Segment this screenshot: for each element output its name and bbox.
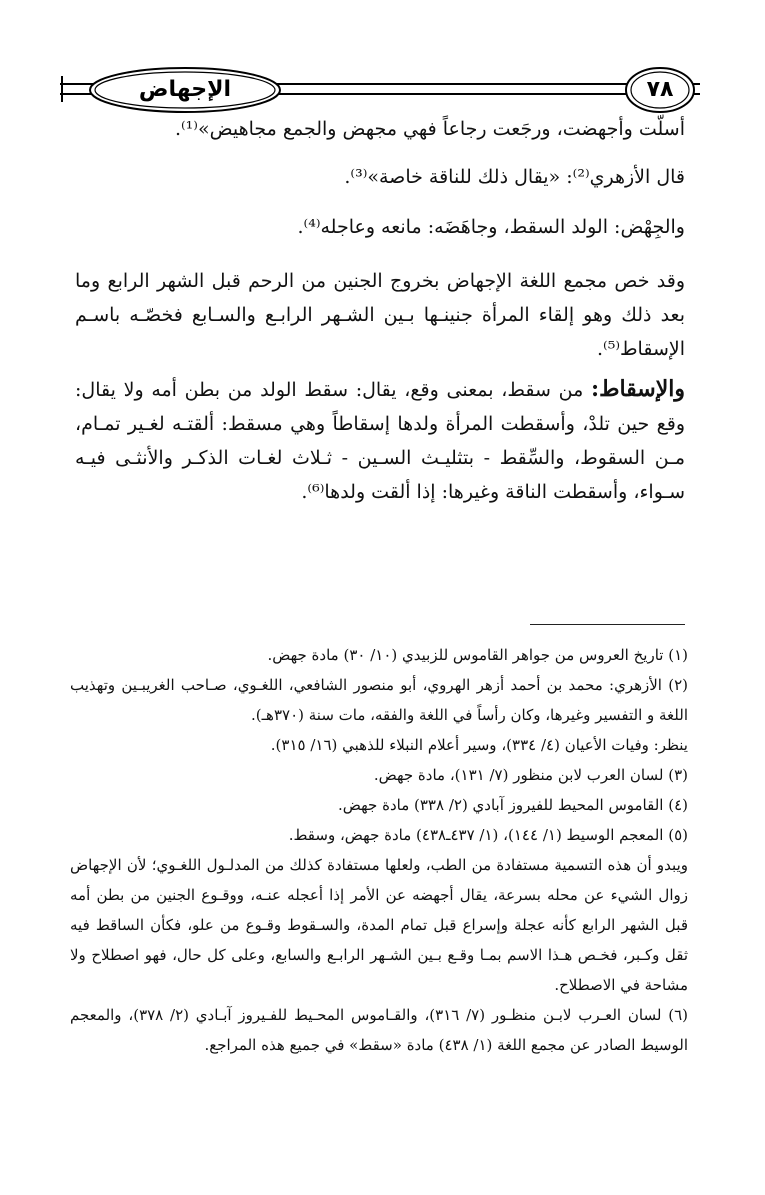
paragraph-3: والجِهْض: الولد السقط، وجاهَضَه: مانعه وعاجله⁽⁴⁾.: [297, 216, 685, 238]
term-isqat: والإسقاط:: [590, 376, 685, 402]
footnote-5: (٥) المعجم الوسيط (١/ ١٤٤)، (١/ ٤٣٧ـ٤٣٨) مادة جهض، وسقط.: [288, 826, 688, 844]
page-header: [60, 64, 700, 116]
paragraph-2: قال الأزهري⁽²⁾: «يقال ذلك للناقة خاصة»⁽³⁾.: [344, 166, 685, 188]
footnote-1: (١) تاريخ العروس من جواهر القاموس للزبيدي (١٠/ ٣٠) مادة جهض.: [267, 646, 688, 664]
paragraph-5: [75, 372, 685, 509]
footnote-2-ref: ينظر: وفيات الأعيان (٤/ ٣٣٤)، وسير أعلام النبلاء للذهبي (١٦/ ٣١٥).: [270, 736, 688, 754]
footnote-4: (٤) القاموس المحيط للفيروز آبادي (٢/ ٣٣٨) مادة جهض.: [338, 796, 688, 814]
running-title: الإجهاض: [138, 77, 232, 102]
paragraph-4: وقد خص مجمع اللغة الإجهاض بخروج الجنين من الرحم قبل الشهر الرابع وما بعد ذلك وهو إلقاء المرأة جنينـها بـين الشـهر الرابـع والسـابع فخصّـه باسـم الإسقاط⁽⁵⁾.: [75, 270, 685, 360]
footnote-3: (٣) لسان العرب لابن منظور (٧/ ١٣١)، مادة جهض.: [373, 766, 688, 784]
footnote-2: (٢) الأزهري: محمد بن أحمد أزهر الهروي، أبو منصور الشافعي، اللغـوي، صـاحب الغريبـين وتهذيب اللغة و التفسير وغيرها، وكان رأساً في اللغة والفقه، مات سنة (٣٧٠هـ).: [70, 676, 688, 724]
footnote-5-note: ويبدو أن هذه التسمية مستفادة من الطب، ولعلها مستفادة كذلك من المدلـول اللغـوي؛ لأن الإجهاض زوال الشيء عن محله بسرعة، يقال أجهضه عن الأمر إذا أعجله عنـه، ووقـوع الجنين من بطن أمه قبل الشهر الرابع كأنه عجلة وإسراع قبل تمام المدة، والسـقوط وقـوع من علو، فكأن الساقط فيه ثقل وكـبر، فخـص هـذا الاسم بمـا وقـع بـين الشـهر الرابـع والسابع، وعلى كل حال، فهو اصطلاح ولا مشاحة في الاصطلاح.: [70, 856, 688, 994]
paragraph-5-text: من سقط، بمعنى وقع، يقال: سقط الولد من بطن أمه ولا يقال: وقع حين تلدْ، وأسقطت المرأة ولدها إسقاطاً وهي مسقط: ألقتـه لغـير تمـام، مـن السقوط، والسِّقط - بتثليـث السـين - ثـلاث لغـات الذكـر والأنثـى فيـه سـواء، وأسقطت الناقة وغيرها: إذا ألقت ولدها⁽⁶⁾.: [75, 379, 685, 503]
footnote-separator: [530, 624, 685, 625]
footnote-6: (٦) لسان العـرب لابـن منظـور (٧/ ٣١٦)، والقـاموس المحـيط للفـيروز آبـادي (٢/ ٣٧٨)، والمعجم الوسيط الصادر عن مجمع اللغة (١/ ٤٣٨) مادة «سقط» في جميع هذه المراجع.: [70, 1006, 688, 1054]
footnotes: [70, 640, 688, 1060]
paragraph-1: أسلّت وأجهضت، ورجَعت رجاعاً فهي مجهض والجمع مجاهيض»⁽¹⁾.: [174, 118, 685, 140]
page-number: ٧٨: [646, 77, 674, 102]
